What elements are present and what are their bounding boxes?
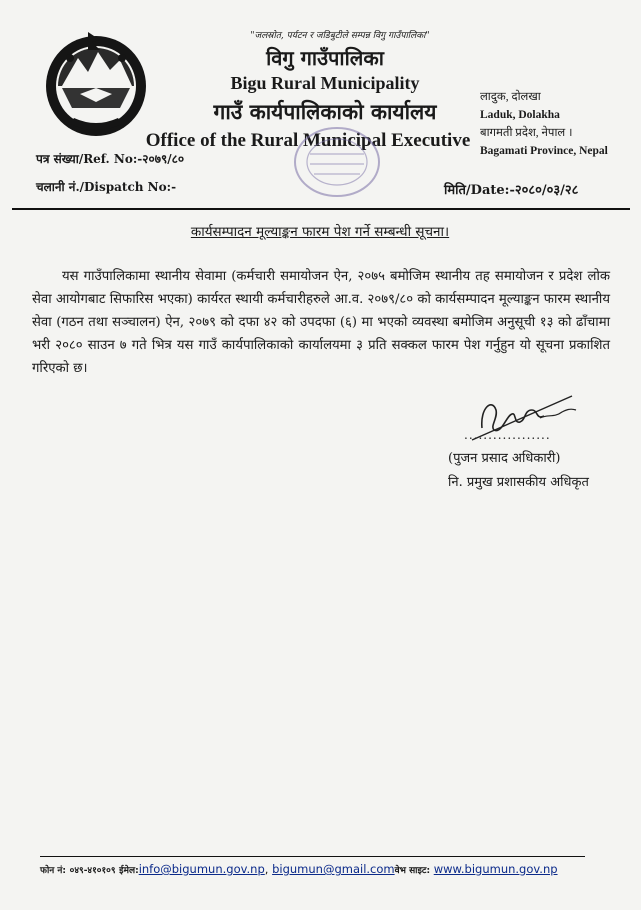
email-link-info[interactable]: info@bigumun.gov.np xyxy=(138,862,265,876)
notice-body: यस गाउँपालिकामा स्थानीय सेवामा (कर्मचारी समायोजन ऐन, २०७५ बमोजिम स्थानीय तह समायोजन र प्रदेश लोक सेवा आयोगबाट सिफारिस भएका) कार्यरत स्थायी कर्मचारीहरुले आ.व. २०७९/८० को कार्यसम्पादन मूल्याङ्कन फारम स्थानीय सेवा (गठन तथा सञ्चालन) ऐन, २०७९ को दफा ४२ को उपदफा (६) मा भएको व्यवस्था बमोजिम अनुसूची १३ को ढाँचामा भरी २०८० साउन ७ गते भित्र यस गाउँ कार्यपालिकाको कार्यालयमा ३ प्रति सक्कल फारम पेश गर्नुहुन यो सूचना प्रकाशित गरिएको छ। xyxy=(32,269,610,376)
office-stamp-icon xyxy=(292,124,382,200)
province-line-np: बागमती प्रदेश, नेपाल । xyxy=(480,127,573,139)
motto: "जलस्रोत, पर्यटन र जडिबुटीले सम्पन्न विगु गाउँपालिका" xyxy=(250,31,430,41)
address-line-en: Laduk, Dolakha xyxy=(480,109,560,121)
letter-date xyxy=(444,180,578,198)
website-link[interactable]: www.bigumun.gov.np xyxy=(433,862,558,876)
signature-dots: .................. xyxy=(464,428,551,442)
footer-divider xyxy=(40,856,585,857)
ref-value: २०७९/८० xyxy=(142,152,185,166)
ref-label: पत्र संख्या/Ref. No:- xyxy=(36,152,143,166)
website-label: वेभ साइट: xyxy=(394,866,431,876)
date-value: २०८०/०३/२८ xyxy=(514,183,579,198)
email-separator: , xyxy=(264,862,269,876)
email-label: ईमेल: xyxy=(119,866,139,876)
date-label: मिति/Date:- xyxy=(444,183,515,198)
nepal-emblem-icon xyxy=(40,28,152,140)
municipality-name-english: Bigu Rural Municipality xyxy=(230,73,420,93)
header-divider xyxy=(12,208,630,210)
signatory-name: (पुजन प्रसाद अधिकारी) xyxy=(448,451,561,466)
phone-number: ०४९-४१०१०९ xyxy=(69,866,116,876)
address-block xyxy=(480,88,640,160)
municipality-name-nepali: विगु गाउँपालिका xyxy=(266,46,384,70)
reference-number xyxy=(36,150,184,167)
subject-text: कार्यसम्पादन मूल्याङ्कन फारम पेश गर्ने सम्बन्धी सूचना। xyxy=(190,224,450,240)
address-line-np: लादुक, दोलखा xyxy=(480,91,541,103)
contact-footer xyxy=(40,862,600,876)
dispatch-label: चलानी नं./Dispatch No:- xyxy=(36,180,177,194)
office-name-nepali: गाउँ कार्यपालिकाको कार्यालय xyxy=(213,99,437,124)
phone-label: फोन नं: xyxy=(40,866,66,876)
email-link-gmail[interactable]: bigumun@gmail.com xyxy=(272,862,395,876)
signatory-title: नि. प्रमुख प्रशासकीय अधिकृत xyxy=(448,475,589,490)
notice-subject xyxy=(40,222,600,240)
province-line-en: Bagamati Province, Nepal xyxy=(480,145,608,157)
office-name-english: Office of the Rural Municipal Executive xyxy=(145,130,471,151)
